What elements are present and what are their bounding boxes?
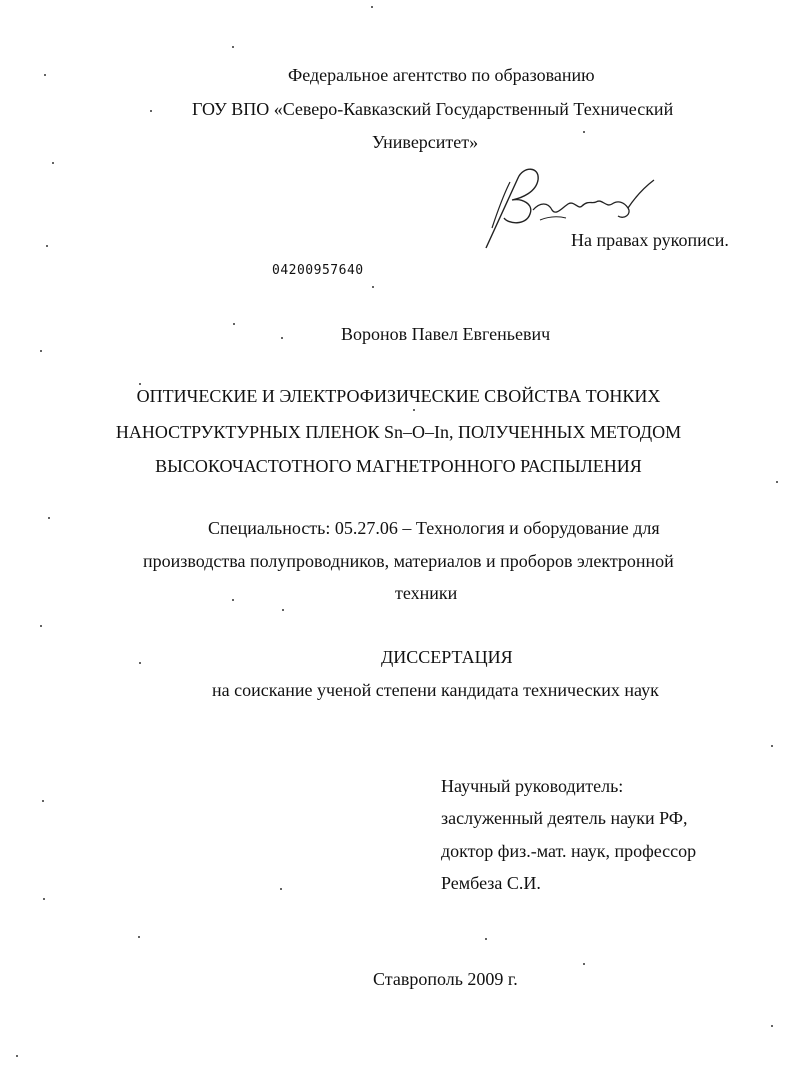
university-name-line2: Университет» xyxy=(372,132,479,152)
scan-speck xyxy=(232,46,234,48)
scan-speck xyxy=(413,409,415,411)
university-name-line1: ГОУ ВПО «Северо-Кавказский Государственный Технический xyxy=(192,99,674,119)
specialty-line2: производства полупроводников, материалов и проборов электронной xyxy=(143,551,674,571)
document-number: 04200957640 xyxy=(272,263,364,278)
scan-speck xyxy=(150,110,152,112)
scan-speck xyxy=(776,481,778,483)
scan-speck xyxy=(281,337,283,339)
scan-speck xyxy=(48,517,50,519)
manuscript-rights-note: На правах рукописи. xyxy=(571,230,729,250)
dissertation-heading: ДИССЕРТАЦИЯ xyxy=(381,647,513,667)
scan-speck xyxy=(372,286,374,288)
supervisor-title1: заслуженный деятель науки РФ, xyxy=(441,808,688,828)
scan-speck xyxy=(233,323,235,325)
scan-speck xyxy=(42,800,44,802)
scan-speck xyxy=(40,625,42,627)
scan-speck xyxy=(46,245,48,247)
supervisor-title2: доктор физ.-мат. наук, профессор xyxy=(441,841,697,861)
city-year: Ставрополь 2009 г. xyxy=(373,969,518,989)
thesis-title-line2: НАНОСТРУКТУРНЫХ ПЛЕНОК Sn–O–In, ПОЛУЧЕННЫХ МЕТОДОМ xyxy=(115,422,682,442)
thesis-title-line3: ВЫСОКОЧАСТОТНОГО МАГНЕТРОННОГО РАСПЫЛЕНИЯ xyxy=(155,456,642,476)
supervisor-label: Научный руководитель: xyxy=(441,776,624,796)
scan-speck xyxy=(139,383,141,385)
scan-speck xyxy=(583,131,585,133)
scan-speck xyxy=(139,662,141,664)
scan-speck xyxy=(44,74,46,76)
scan-speck xyxy=(40,350,42,352)
supervisor-name: Рембеза С.И. xyxy=(441,873,541,893)
agency-name: Федеральное агентство по образованию xyxy=(288,65,595,85)
scan-speck xyxy=(280,888,282,890)
scan-speck xyxy=(52,162,54,164)
scan-speck xyxy=(282,609,284,611)
scan-speck xyxy=(485,938,487,940)
scan-speck xyxy=(138,936,140,938)
scan-speck xyxy=(16,1055,18,1057)
scan-speck xyxy=(43,898,45,900)
author-name: Воронов Павел Евгеньевич xyxy=(341,324,551,344)
scan-speck xyxy=(371,6,373,8)
dissertation-subtitle: на соискание ученой степени кандидата технических наук xyxy=(212,680,659,700)
specialty-line3: техники xyxy=(395,583,458,603)
scan-speck xyxy=(771,1025,773,1027)
thesis-title-line1: ОПТИЧЕСКИЕ И ЭЛЕКТРОФИЗИЧЕСКИЕ СВОЙСТВА ТОНКИХ xyxy=(136,386,661,406)
scan-speck xyxy=(232,599,234,601)
scan-speck xyxy=(771,745,773,747)
specialty-line1: Специальность: 05.27.06 – Технология и оборудование для xyxy=(208,518,660,538)
scan-speck xyxy=(583,963,585,965)
